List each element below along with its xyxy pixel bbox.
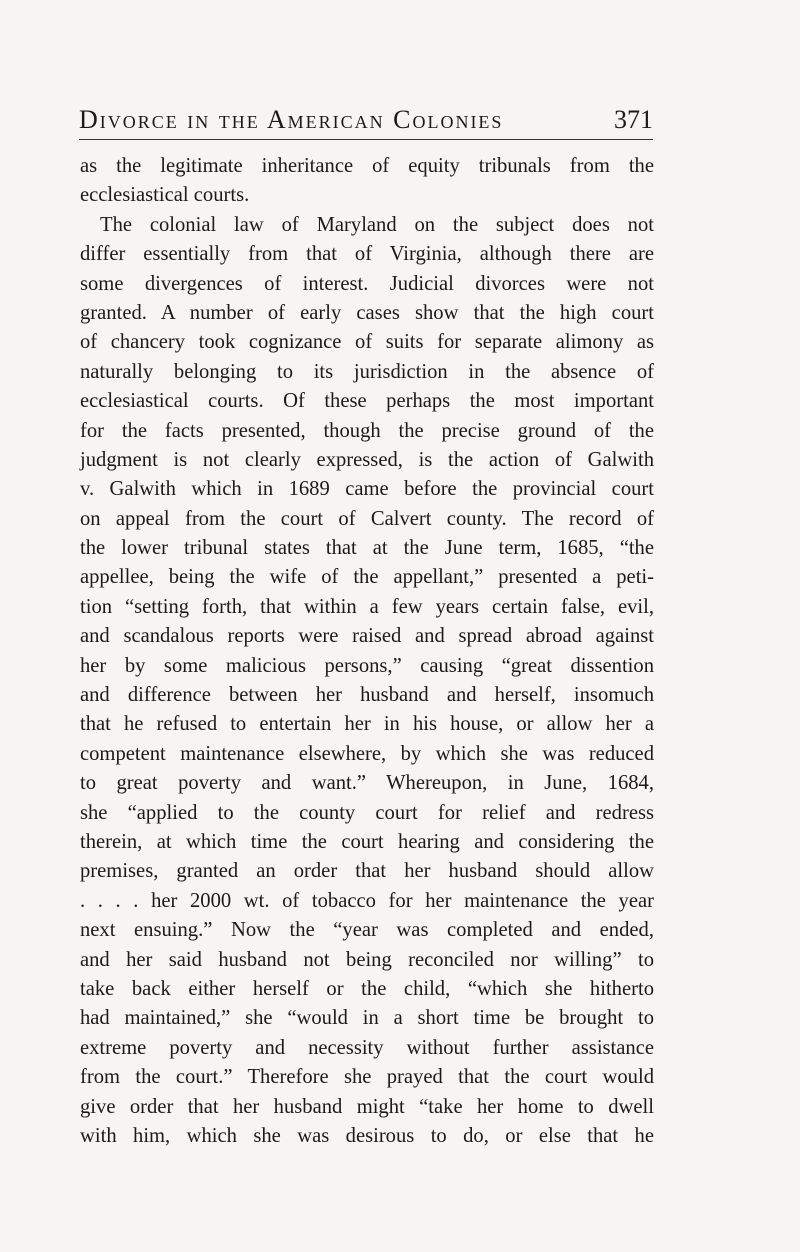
text-line: give order that her husband might “take her home to dwell (80, 1095, 654, 1118)
text-line: had maintained,” she “would in a short time be brought to (80, 1007, 654, 1030)
text-line: naturally belonging to its jurisdiction in the absence of (80, 360, 654, 383)
text-line: next ensuing.” Now the “year was completed and ended, (80, 919, 654, 942)
running-head (79, 100, 653, 140)
text-line: take back either herself or the child, “which she hitherto (80, 977, 654, 1000)
text-line: her by some malicious persons,” causing “great dissention (80, 654, 654, 677)
text-line: tion “setting forth, that within a few years certain false, evil, (80, 595, 654, 618)
text-line: and difference between her husband and herself, insomuch (80, 684, 654, 707)
text-line: some divergences of interest. Judicial divorces were not (80, 272, 654, 295)
text-line: ecclesiastical courts. Of these perhaps the most important (80, 390, 654, 413)
text-line: granted. A number of early cases show that the high court (80, 301, 654, 324)
paragraph-first-line: The colonial law of Maryland on the subject does not (100, 213, 654, 236)
text-line: differ essentially from that of Virginia, although there are (80, 243, 654, 266)
text-line: premises, granted an order that her husband should allow (80, 860, 654, 883)
text-line: and scandalous reports were raised and spread abroad against (80, 625, 654, 648)
text-line: ecclesiastical courts. (80, 184, 250, 207)
text-line: to great poverty and want.” Whereupon, in June, 1684, (80, 772, 654, 795)
page-number: 371 (614, 105, 653, 134)
text-line: from the court.” Therefore she prayed that the court would (80, 1066, 654, 1089)
text-line: the lower tribunal states that at the June term, 1685, “the (80, 537, 654, 560)
text-line: for the facts presented, though the precise ground of the (80, 419, 654, 442)
text-line: with him, which she was desirous to do, or else that he (80, 1124, 654, 1147)
text-line: that he refused to entertain her in his house, or allow her a (80, 713, 654, 736)
text-line: judgment is not clearly expressed, is the action of Galwith (80, 448, 654, 471)
text-line: therein, at which time the court hearing and considering the (80, 830, 654, 853)
body-text (80, 152, 654, 1151)
text-line: . . . . her 2000 wt. of tobacco for her maintenance the year (80, 889, 654, 912)
header-rule (79, 139, 653, 140)
text-line: of chancery took cognizance of suits for separate alimony as (80, 331, 654, 354)
running-title: Divorce in the American Colonies (79, 105, 504, 134)
text-line: and her said husband not being reconciled nor willing” to (80, 948, 654, 971)
text-line: appellee, being the wife of the appellant,” presented a peti- (80, 566, 654, 589)
text-line: v. Galwith which in 1689 came before the provincial court (80, 478, 654, 501)
text-line: as the legitimate inheritance of equity tribunals from the (80, 155, 654, 177)
text-line: competent maintenance elsewhere, by which she was reduced (80, 742, 654, 765)
text-line: extreme poverty and necessity without further assistance (80, 1036, 654, 1059)
text-line: she “applied to the county court for relief and redress (80, 801, 654, 824)
text-line: on appeal from the court of Calvert county. The record of (80, 507, 654, 530)
